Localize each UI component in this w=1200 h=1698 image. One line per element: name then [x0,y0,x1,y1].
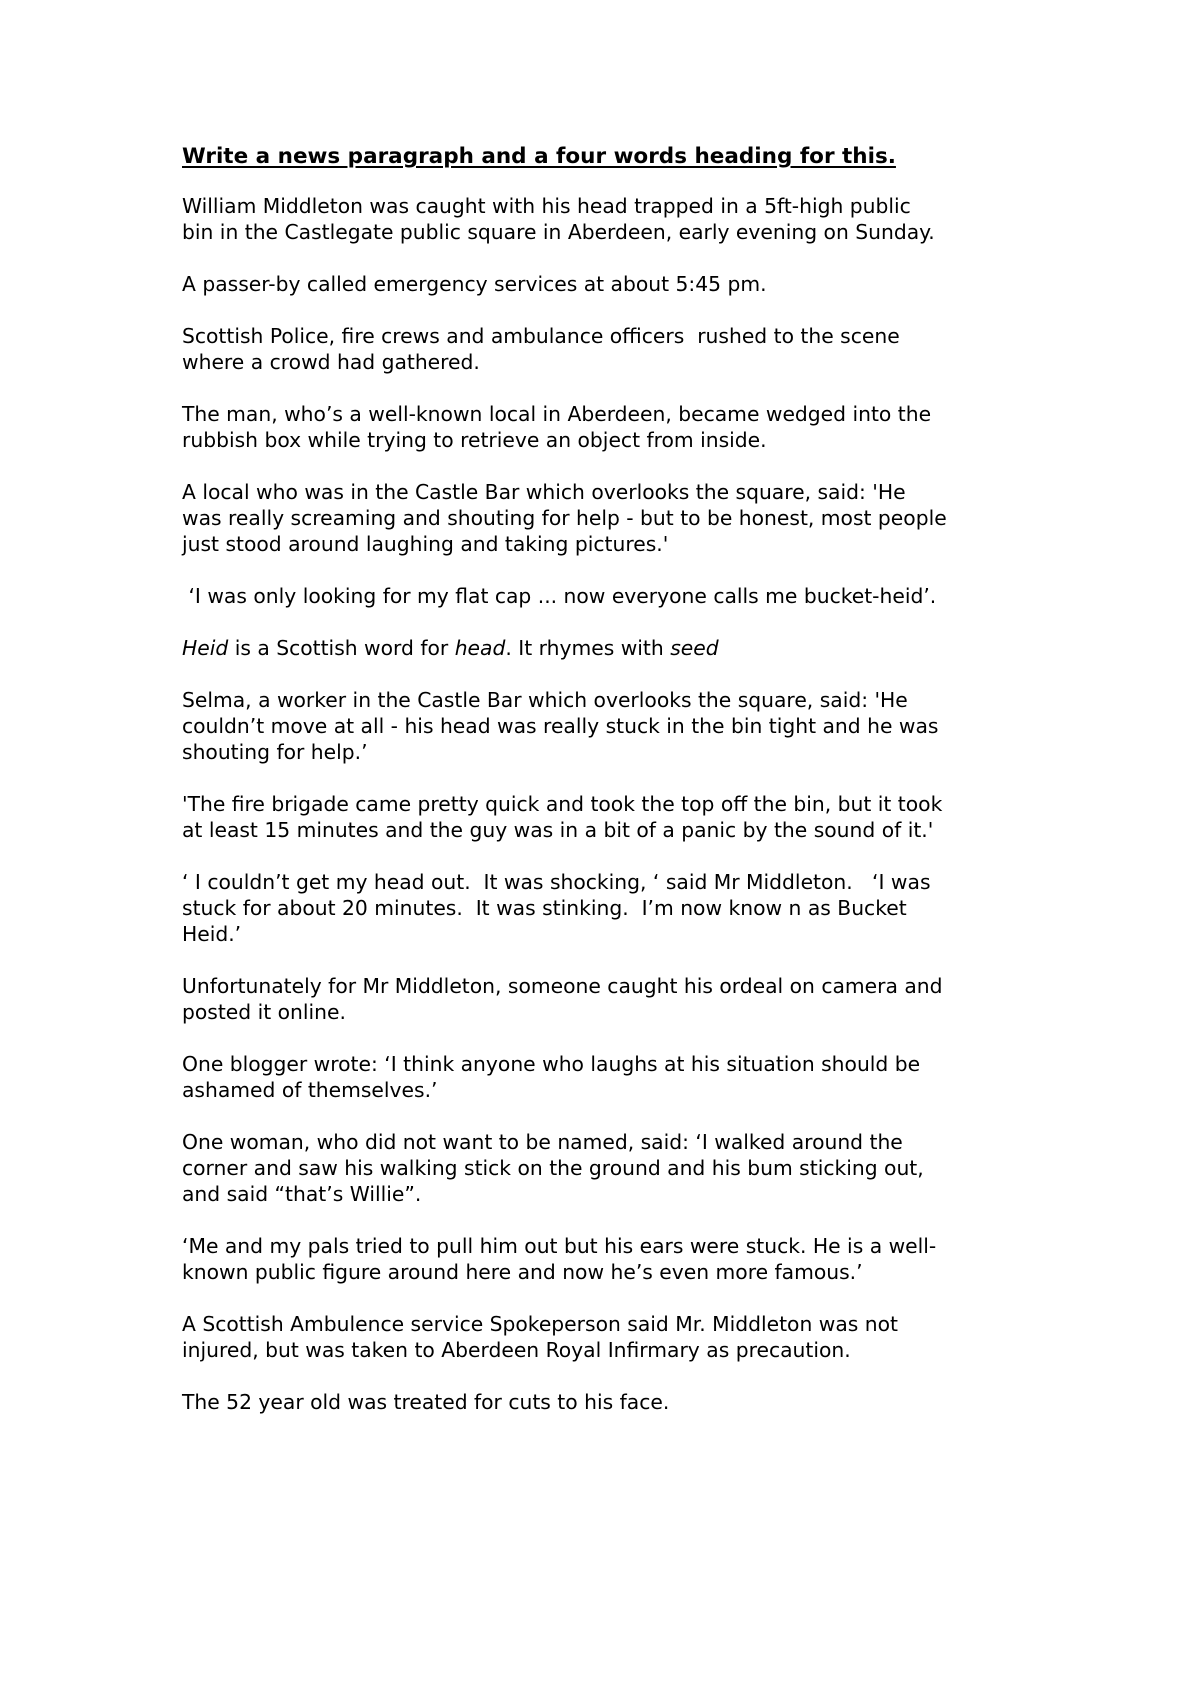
text-line: A passer-by called emergency services at about 5:45 pm. [182,272,767,296]
text-line: Scottish Police, fire crews and ambulance officers rushed to the scene [182,324,900,348]
paragraph-4 [182,401,1032,453]
text-line: 'The fire brigade came pretty quick and took the top off the bin, but it took [182,792,943,816]
text-line: The 52 year old was treated for cuts to his face. [182,1390,670,1414]
text-line: ‘I was only looking for my flat cap ... now everyone calls me bucket-heid’. [182,584,937,608]
text-line: where a crowd had gathered. [182,350,480,374]
paragraph-16 [182,1389,1032,1415]
text-line: rubbish box while trying to retrieve an object from inside. [182,428,767,452]
italic-word: seed [670,636,719,660]
paragraph-8 [182,687,1032,765]
paragraph-5 [182,479,1032,557]
text-line: Heid.’ [182,922,242,946]
text-line: was really screaming and shouting for help - but to be honest, most people [182,506,947,530]
paragraph-1 [182,193,1032,245]
paragraph-11 [182,973,1032,1025]
text-line: bin in the Castlegate public square in Aberdeen, early evening on Sunday. [182,220,935,244]
paragraph-7 [182,635,1032,661]
text-line: couldn’t move at all - his head was really stuck in the bin tight and he was [182,714,939,738]
text-line: known public figure around here and now he’s even more famous.’ [182,1260,863,1284]
text-line: stuck for about 20 minutes. It was stinking. I’m now know n as Bucket [182,896,907,920]
italic-word: head [454,636,506,660]
text-line: posted it online. [182,1000,346,1024]
paragraph-12 [182,1051,1032,1103]
document-body [182,143,1032,1441]
paragraph-13 [182,1129,1032,1207]
text-line: A Scottish Ambulence service Spokeperson said Mr. Middleton was not [182,1312,898,1336]
text-line: Selma, a worker in the Castle Bar which overlooks the square, said: 'He [182,688,908,712]
text-line [182,635,1032,661]
text-line: William Middleton was caught with his head trapped in a 5ft-high public [182,194,911,218]
paragraph-2 [182,271,1032,297]
assignment-heading: Write a news paragraph and a four words heading for this. [182,144,896,169]
inline-text: . It rhymes with [505,636,671,660]
text-line: injured, but was taken to Aberdeen Royal Infirmary as precaution. [182,1338,851,1362]
text-line: One blogger wrote: ‘I think anyone who laughs at his situation should be [182,1052,921,1076]
paragraph-3 [182,323,1032,375]
text-line: ‘ I couldn’t get my head out. It was shocking, ‘ said Mr Middleton. ‘I was [182,870,931,894]
text-line: ashamed of themselves.’ [182,1078,438,1102]
text-line: corner and saw his walking stick on the ground and his bum sticking out, [182,1156,924,1180]
text-line: shouting for help.’ [182,740,368,764]
text-line: at least 15 minutes and the guy was in a bit of a panic by the sound of it.' [182,818,934,842]
italic-word: Heid [182,636,229,660]
inline-text: is a Scottish word for [228,636,455,660]
paragraph-10 [182,869,1032,947]
text-line: A local who was in the Castle Bar which overlooks the square, said: 'He [182,480,906,504]
text-line: Unfortunately for Mr Middleton, someone caught his ordeal on camera and [182,974,943,998]
text-line: ‘Me and my pals tried to pull him out but his ears were stuck. He is a well- [182,1234,937,1258]
text-line: just stood around laughing and taking pictures.' [182,532,669,556]
paragraph-9 [182,791,1032,843]
paragraph-6 [182,583,1032,609]
text-line: and said “that’s Willie”. [182,1182,422,1206]
paragraph-15 [182,1311,1032,1363]
text-line: The man, who’s a well-known local in Aberdeen, became wedged into the [182,402,932,426]
text-line: One woman, who did not want to be named, said: ‘I walked around the [182,1130,903,1154]
paragraph-14 [182,1233,1032,1285]
